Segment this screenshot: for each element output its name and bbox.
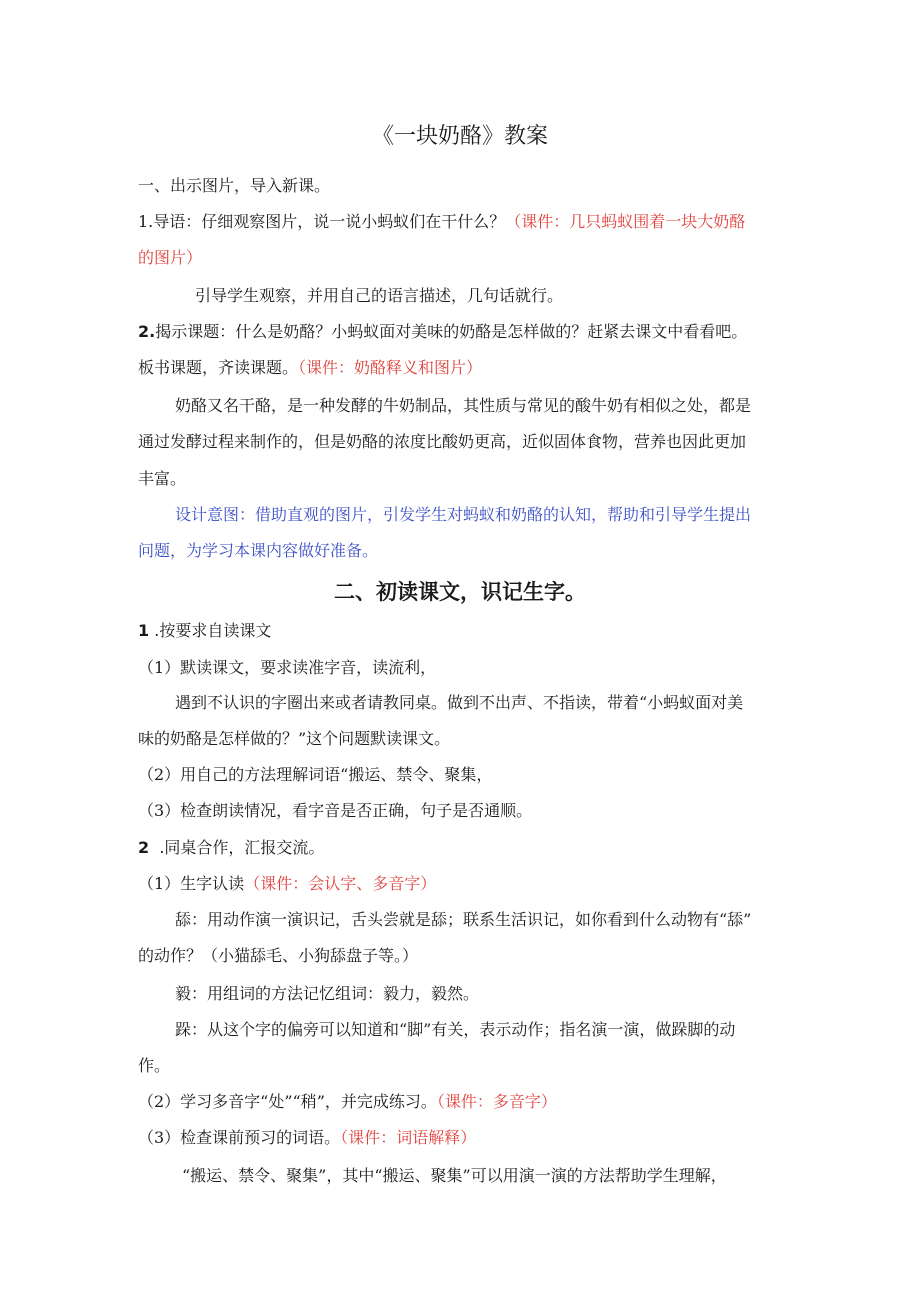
item1-guide: 引导学生观察，并用自己的语言描述，几句话就行。 [195, 286, 564, 305]
p1-step1-detail-1: 遇到不认识的字圈出来或者请教同桌。做到不出声、不指读，带着“小蚂蚁面对美 [175, 693, 744, 712]
vocab-explanation: “搬运、禁令、聚集”，其中“搬运、聚集”可以用演一演的方法帮助学生理解， [182, 1166, 727, 1185]
item2-number: 2. [138, 322, 156, 341]
item2-line2 [138, 358, 482, 378]
item1-line [138, 212, 745, 232]
p2-step3-courseware-note: （课件：词语解释） [340, 1128, 477, 1147]
p2-number: 2 [138, 838, 150, 857]
p2-step1-text: （1）生字认读 [138, 874, 245, 893]
design-intent-2: 问题，为学习本课内容做好准备。 [138, 541, 379, 560]
p1-text: .按要求自读课文 [154, 621, 272, 640]
p2-text: .同桌合作，汇报交流。 [159, 838, 325, 857]
char-yi: 毅：用组词的方法记忆组词：毅力，毅然。 [175, 984, 480, 1003]
section1-heading: 一、出示图片，导入新课。 [138, 176, 331, 195]
item1-text: 1.导语：仔细观察图片，说一说小蚂蚁们在干什么？ [138, 212, 506, 231]
p1-heading [138, 621, 271, 641]
p2-step3-text: （3）检查课前预习的词语。 [138, 1128, 341, 1147]
item1-courseware-note-cont: 的图片） [138, 248, 203, 267]
p2-step1 [138, 874, 436, 894]
p1-step1: （1）默读课文，要求读准字音，读流利， [138, 658, 437, 677]
char-tian-2: 的动作？（小猫舔毛、小狗舔盘子等。） [138, 946, 419, 965]
item1-courseware-note: （课件：几只蚂蚁围着一块大奶酪 [505, 212, 746, 231]
char-duo-2: 作。 [138, 1056, 171, 1075]
item2-line [138, 322, 747, 342]
p2-step2 [138, 1092, 557, 1112]
p2-step2-text: （2）学习多音字“处”“稍”，并完成练习。 [138, 1092, 437, 1111]
p1-step1-detail-2: 味的奶酪是怎样做的？”这个问题默读课文。 [138, 729, 451, 748]
design-intent-1: 设计意图：借助直观的图片，引发学生对蚂蚁和奶酪的认知，帮助和引导学生提出 [175, 505, 752, 524]
p1-number: 1 [138, 621, 150, 640]
p2-heading [138, 838, 324, 858]
item2-line2-text: 板书课题，齐读课题。 [138, 358, 299, 377]
item2-courseware-note: （课件：奶酪释义和图片） [298, 358, 483, 377]
item2-text: 揭示课题：什么是奶酪？小蚂蚁面对美味的奶酪是怎样做的？赶紧去课文中看看吧。 [155, 322, 748, 341]
char-duo-1: 跺：从这个字的偏旁可以知道和“脚”有关，表示动作；指名演一演，做跺脚的动 [175, 1020, 736, 1039]
char-tian-1: 舔：用动作演一演识记，舌头尝就是舔；联系生活识记，如你看到什么动物有“舔” [175, 910, 752, 929]
cheese-definition-2: 通过发酵过程来制作的，但是奶酪的浓度比酸奶更高，近似固体食物，营养也因此更加 [138, 432, 747, 451]
p1-step2: （2）用自己的方法理解词语“搬运、禁令、聚集， [138, 765, 493, 784]
cheese-definition-1: 奶酪又名干酪，是一种发酵的牛奶制品，其性质与常见的酸牛奶有相似之处，都是 [175, 396, 752, 415]
cheese-definition-3: 丰富。 [138, 469, 187, 488]
p2-step3 [138, 1128, 476, 1148]
section2-heading: 二、初读课文，识记生字。 [334, 580, 586, 604]
document-title: 《一块奶酪》教案 [371, 124, 548, 149]
p2-step1-courseware-note: （课件：会认字、多音字） [244, 874, 437, 893]
p1-step3: （3）检查朗读情况，看字音是否正确，句子是否通顺。 [138, 801, 533, 820]
p2-step2-courseware-note: （课件：多音字） [436, 1092, 557, 1111]
